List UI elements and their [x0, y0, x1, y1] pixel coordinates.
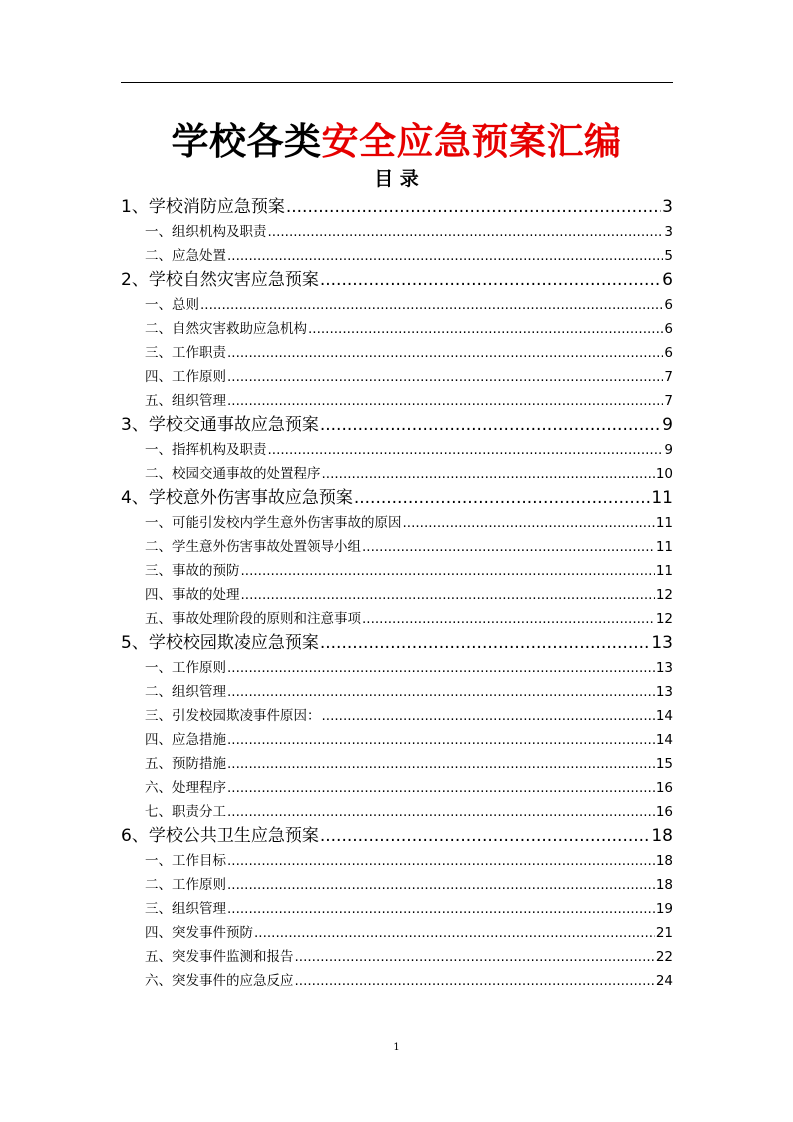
dot-leader — [227, 680, 655, 704]
toc-entry-page: 12 — [655, 611, 673, 627]
dot-leader — [322, 704, 655, 728]
toc-entry-page: 13 — [655, 684, 673, 700]
toc-entry-level2[interactable] — [121, 969, 673, 993]
dot-leader — [241, 559, 655, 583]
toc-entry-page: 9 — [662, 415, 673, 435]
toc-entry-label: 2、学校自然灾害应急预案 — [121, 270, 319, 290]
dot-leader — [227, 341, 663, 365]
document-title — [0, 118, 793, 166]
toc-entry-page: 11 — [655, 539, 673, 555]
dot-leader — [200, 293, 663, 317]
toc-entry-label: 3、学校交通事故应急预案 — [121, 415, 319, 435]
toc-entry-label: 一、组织机构及职责 — [145, 224, 267, 240]
title-black-part: 学校各类 — [171, 120, 322, 163]
dot-leader — [322, 462, 655, 486]
toc-entry-label: 1、学校消防应急预案 — [121, 197, 285, 217]
toc-entry-page: 11 — [651, 488, 673, 508]
toc-entry-level2[interactable] — [121, 293, 673, 317]
toc-entry-level2[interactable] — [121, 559, 673, 583]
dot-leader — [268, 220, 664, 244]
toc-entry-level2[interactable] — [121, 317, 673, 341]
header-rule — [121, 82, 673, 83]
toc-entry-page: 22 — [655, 949, 673, 965]
toc-entry-label: 四、应急措施 — [145, 732, 226, 748]
toc-entry-label: 一、工作目标 — [145, 853, 226, 869]
dot-leader — [354, 486, 651, 511]
dot-leader — [227, 897, 655, 921]
dot-leader — [227, 776, 655, 800]
dot-leader — [227, 365, 663, 389]
toc-entry-page: 6 — [664, 297, 673, 313]
toc-entry-label: 二、学生意外伤害事故处置领导小组 — [145, 539, 361, 555]
toc-entry-label: 四、事故的处理 — [145, 587, 240, 603]
toc-entry-label: 6、学校公共卫生应急预案 — [121, 826, 319, 846]
dot-leader — [227, 849, 655, 873]
toc-entry-level2[interactable] — [121, 389, 673, 413]
dot-leader — [295, 969, 655, 993]
toc-entry-page: 18 — [651, 826, 673, 846]
dot-leader — [227, 800, 655, 824]
toc-entry-page: 14 — [655, 732, 673, 748]
toc-entry-label: 一、总则 — [145, 297, 199, 313]
toc-entry-page: 18 — [655, 877, 673, 893]
toc-entry-label: 四、工作原则 — [145, 369, 226, 385]
toc-entry-level2[interactable] — [121, 873, 673, 897]
toc-entry-label: 五、事故处理阶段的原则和注意事项 — [145, 611, 361, 627]
toc-entry-page: 5 — [664, 248, 673, 264]
toc-entry-page: 13 — [651, 633, 673, 653]
toc-entry-label: 4、学校意外伤害事故应急预案 — [121, 488, 353, 508]
toc-entry-label: 五、突发事件监测和报告 — [145, 949, 294, 965]
toc-entry-label: 三、工作职责 — [145, 345, 226, 361]
toc-entry-level2[interactable] — [121, 341, 673, 365]
dot-leader — [403, 511, 655, 535]
toc-entry-level2[interactable] — [121, 897, 673, 921]
toc-entry-page: 9 — [664, 442, 673, 458]
toc-entry-label: 二、应急处置 — [145, 248, 226, 264]
toc-entry-level2[interactable] — [121, 752, 673, 776]
page-number: 1 — [393, 1042, 400, 1053]
toc-entry-label: 七、职责分工 — [145, 804, 226, 820]
toc-entry-page: 6 — [662, 270, 673, 290]
dot-leader — [227, 752, 655, 776]
toc-entry-label: 一、工作原则 — [145, 660, 226, 676]
dot-leader — [308, 317, 663, 341]
toc-entry-page: 11 — [655, 515, 673, 531]
toc-entry-label: 二、自然灾害救助应急机构 — [145, 321, 307, 337]
toc-entry-label: 二、组织管理 — [145, 684, 226, 700]
toc-entry-page: 21 — [655, 925, 673, 941]
dot-leader — [320, 268, 661, 293]
toc-entry-level2[interactable] — [121, 921, 673, 945]
dot-leader — [254, 921, 655, 945]
toc-entry-level2[interactable] — [121, 656, 673, 680]
dot-leader — [320, 631, 651, 656]
toc-entry-label: 六、突发事件的应急反应 — [145, 973, 294, 989]
table-of-contents — [121, 195, 673, 993]
toc-entry-page: 12 — [655, 587, 673, 603]
toc-entry-page: 15 — [655, 756, 673, 772]
toc-entry-page: 11 — [655, 563, 673, 579]
dot-leader — [286, 195, 661, 220]
dot-leader — [320, 824, 651, 849]
toc-entry-level1[interactable] — [121, 631, 673, 656]
toc-entry-page: 10 — [655, 466, 673, 482]
toc-entry-page: 18 — [655, 853, 673, 869]
dot-leader — [362, 607, 655, 631]
toc-entry-label: 五、组织管理 — [145, 393, 226, 409]
toc-entry-level2[interactable] — [121, 438, 673, 462]
toc-entry-page: 13 — [655, 660, 673, 676]
toc-entry-level2[interactable] — [121, 535, 673, 559]
toc-entry-level2[interactable] — [121, 244, 673, 268]
dot-leader — [227, 244, 663, 268]
title-red-part: 安全应急预案汇编 — [321, 120, 622, 163]
toc-entry-label: 四、突发事件预防 — [145, 925, 253, 941]
toc-heading: 目 录 — [374, 168, 419, 190]
toc-entry-level2[interactable] — [121, 462, 673, 486]
toc-entry-page: 16 — [655, 804, 673, 820]
toc-entry-level2[interactable] — [121, 776, 673, 800]
toc-entry-level2[interactable] — [121, 607, 673, 631]
toc-entry-label: 一、可能引发校内学生意外伤害事故的原因 — [145, 515, 402, 531]
toc-entry-level2[interactable] — [121, 849, 673, 873]
toc-entry-label: 五、预防措施 — [145, 756, 226, 772]
toc-entry-level2[interactable] — [121, 680, 673, 704]
toc-entry-label: 二、工作原则 — [145, 877, 226, 893]
toc-entry-label: 三、引发校园欺凌事件原因： — [145, 708, 321, 724]
toc-entry-level1[interactable] — [121, 413, 673, 438]
toc-entry-level2[interactable] — [121, 583, 673, 607]
dot-leader — [295, 945, 655, 969]
dot-leader — [227, 656, 655, 680]
toc-entry-label: 三、事故的预防 — [145, 563, 240, 579]
toc-entry-level2[interactable] — [121, 728, 673, 752]
toc-entry-level1[interactable] — [121, 268, 673, 293]
dot-leader — [362, 535, 655, 559]
toc-entry-page: 7 — [664, 369, 673, 385]
toc-entry-level2[interactable] — [121, 945, 673, 969]
dot-leader — [268, 438, 664, 462]
toc-entry-label: 二、校园交通事故的处置程序 — [145, 466, 321, 482]
toc-entry-level2[interactable] — [121, 704, 673, 728]
toc-entry-page: 14 — [655, 708, 673, 724]
toc-entry-level1[interactable] — [121, 486, 673, 511]
toc-entry-level2[interactable] — [121, 800, 673, 824]
toc-entry-level2[interactable] — [121, 220, 673, 244]
toc-entry-level1[interactable] — [121, 195, 673, 220]
dot-leader — [227, 728, 655, 752]
dot-leader — [241, 583, 655, 607]
toc-entry-label: 六、处理程序 — [145, 780, 226, 796]
toc-entry-page: 3 — [664, 224, 673, 240]
toc-entry-page: 16 — [655, 780, 673, 796]
toc-entry-level2[interactable] — [121, 365, 673, 389]
toc-entry-level1[interactable] — [121, 824, 673, 849]
toc-entry-page: 3 — [662, 197, 673, 217]
toc-entry-page: 24 — [655, 973, 673, 989]
toc-entry-label: 三、组织管理 — [145, 901, 226, 917]
dot-leader — [320, 413, 661, 438]
toc-entry-page: 19 — [655, 901, 673, 917]
toc-entry-page: 6 — [664, 321, 673, 337]
dot-leader — [227, 389, 663, 413]
toc-entry-label: 一、指挥机构及职责 — [145, 442, 267, 458]
toc-entry-level2[interactable] — [121, 511, 673, 535]
toc-entry-label: 5、学校校园欺凌应急预案 — [121, 633, 319, 653]
dot-leader — [227, 873, 655, 897]
toc-entry-page: 6 — [664, 345, 673, 361]
toc-entry-page: 7 — [664, 393, 673, 409]
